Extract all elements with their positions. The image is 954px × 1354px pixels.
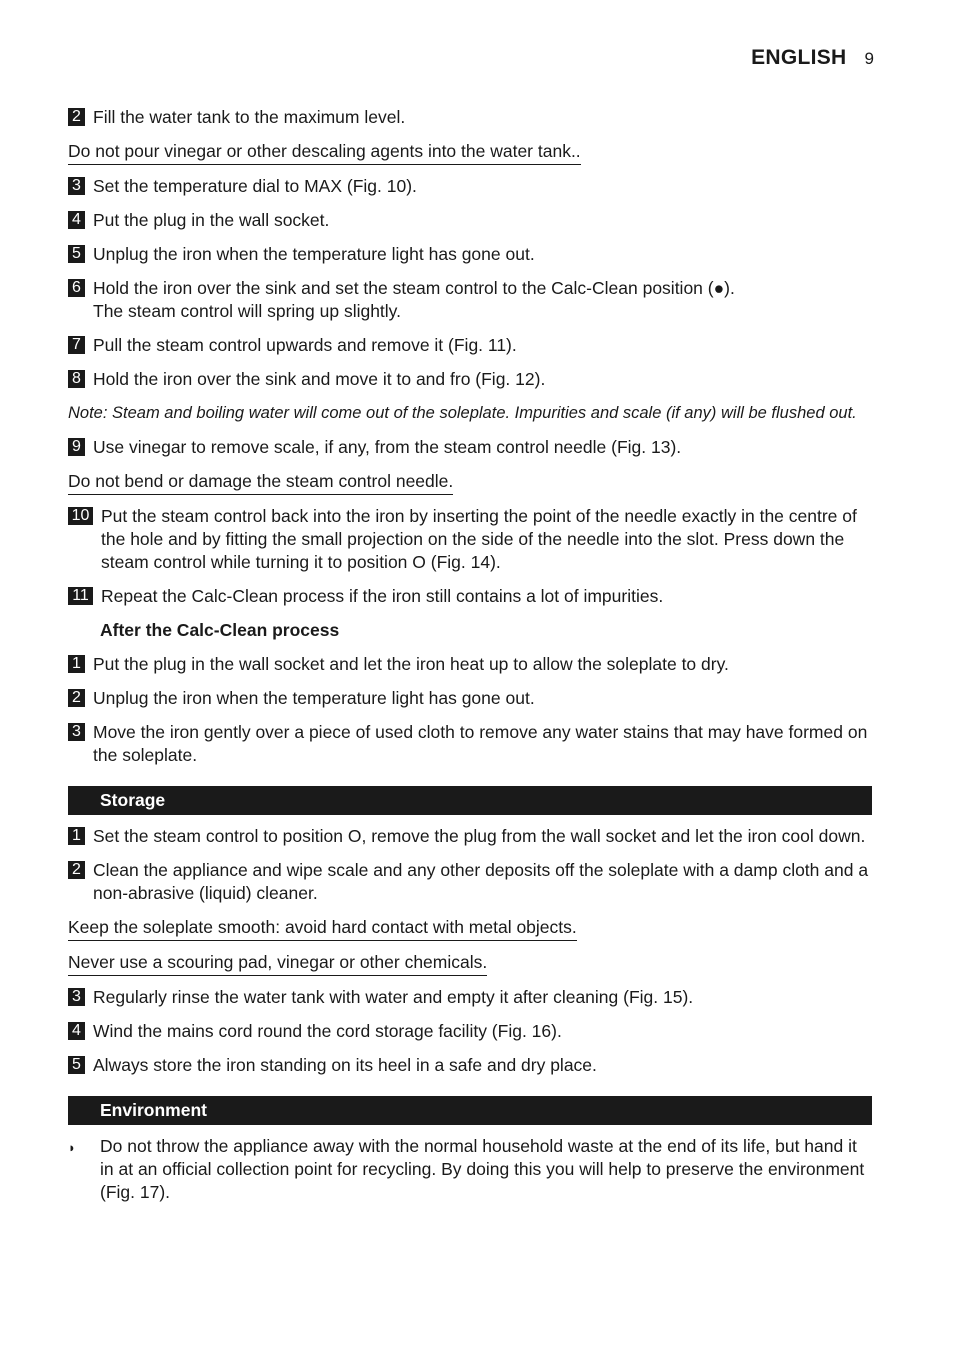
storage-step-4 — [68, 1020, 872, 1043]
step-text: Fill the water tank to the maximum level. — [93, 107, 406, 127]
step-number: 2 — [68, 861, 85, 879]
step-text: Use vinegar to remove scale, if any, from the steam control needle (Fig. 13). — [93, 437, 682, 457]
step-5 — [68, 243, 872, 266]
page-header — [751, 46, 874, 70]
step-text: Move the iron gently over a piece of used cloth to remove any water stains that may have formed on the soleplate. — [93, 722, 868, 765]
after-step-1 — [68, 653, 872, 676]
language-label: ENGLISH — [751, 46, 847, 69]
step-text: Put the plug in the wall socket and let the iron heat up to allow the soleplate to dry. — [93, 654, 729, 674]
step-text: Put the plug in the wall socket. — [93, 210, 330, 230]
warning-no-scouring-pad: Never use a scouring pad, vinegar or other chemicals. — [68, 951, 487, 976]
storage-step-5 — [68, 1054, 872, 1077]
step-text: Clean the appliance and wipe scale and any other deposits off the soleplate with a damp cloth and a non-abrasive (liquid) cleaner. — [93, 860, 869, 903]
step-number: 9 — [68, 438, 85, 456]
subheading-after-calc-clean: After the Calc-Clean process — [100, 620, 340, 640]
step-number: 4 — [68, 1022, 85, 1040]
step-number: 4 — [68, 211, 85, 229]
step-number: 1 — [68, 655, 85, 673]
step-number: 5 — [68, 245, 85, 263]
step-number: 5 — [68, 1056, 85, 1074]
section-heading-environment: Environment — [68, 1096, 872, 1125]
step-number: 6 — [68, 279, 85, 297]
step-number: 3 — [68, 177, 85, 195]
step-11 — [68, 585, 872, 608]
step-text — [93, 277, 872, 323]
step-text: Repeat the Calc-Clean process if the iron still contains a lot of impurities. — [101, 586, 664, 606]
storage-step-3 — [68, 986, 872, 1009]
after-step-3 — [68, 721, 872, 767]
environment-bullet — [68, 1135, 872, 1204]
step-8 — [68, 368, 872, 391]
step-number: 7 — [68, 336, 85, 354]
step-text-line: The steam control will spring up slightly. — [93, 301, 401, 321]
step-number: 11 — [68, 587, 93, 605]
step-number: 8 — [68, 370, 85, 388]
step-text: Unplug the iron when the temperature light has gone out. — [93, 244, 535, 264]
step-4 — [68, 209, 872, 232]
section-heading-storage: Storage — [68, 786, 872, 815]
page-number: 9 — [864, 49, 874, 68]
warning-needle: Do not bend or damage the steam control needle. — [68, 470, 453, 495]
step-9 — [68, 436, 872, 459]
step-text-line: Hold the iron over the sink and set the steam control to the Calc-Clean position (●). — [93, 278, 735, 298]
note-steam-water: Note: Steam and boiling water will come out of the soleplate. Impurities and scale (if any) will be flushed out. — [68, 404, 857, 422]
step-7 — [68, 334, 872, 357]
step-text: Pull the steam control upwards and remove it (Fig. 11). — [93, 335, 517, 355]
storage-step-1 — [68, 825, 872, 848]
step-2 — [68, 106, 872, 129]
step-number: 2 — [68, 108, 85, 126]
step-number: 1 — [68, 827, 85, 845]
after-step-2 — [68, 687, 872, 710]
step-text: Always store the iron standing on its heel in a safe and dry place. — [93, 1055, 597, 1075]
warning-soleplate-smooth: Keep the soleplate smooth: avoid hard contact with metal objects. — [68, 916, 577, 941]
step-6 — [68, 277, 872, 323]
step-text: Hold the iron over the sink and move it to and fro (Fig. 12). — [93, 369, 546, 389]
storage-step-2 — [68, 859, 872, 905]
step-text: Put the steam control back into the iron by inserting the point of the needle exactly in the centre of the hole and by fitting the small projection on the side of the needle into the slot. Press down the steam control while turning it to position O (Fig. 14). — [101, 506, 857, 572]
bullet-icon: ◗ — [68, 1140, 76, 1155]
bullet-text: Do not throw the appliance away with the normal household waste at the end of its life, but hand it in at an official collection point for recycling. By doing this you will help to preserve the environment (Fig. 17). — [100, 1136, 865, 1202]
step-number: 3 — [68, 988, 85, 1006]
page-content — [68, 106, 872, 1204]
step-text: Set the temperature dial to MAX (Fig. 10). — [93, 176, 417, 196]
step-text: Unplug the iron when the temperature light has gone out. — [93, 688, 535, 708]
step-number: 3 — [68, 723, 85, 741]
step-text: Regularly rinse the water tank with water and empty it after cleaning (Fig. 15). — [93, 987, 694, 1007]
step-number: 2 — [68, 689, 85, 707]
step-3 — [68, 175, 872, 198]
warning-no-vinegar-in-tank: Do not pour vinegar or other descaling agents into the water tank.. — [68, 140, 581, 165]
step-text: Set the steam control to position O, remove the plug from the wall socket and let the iron cool down. — [93, 826, 866, 846]
step-10 — [68, 505, 872, 574]
step-number: 10 — [68, 507, 93, 525]
step-text: Wind the mains cord round the cord storage facility (Fig. 16). — [93, 1021, 562, 1041]
